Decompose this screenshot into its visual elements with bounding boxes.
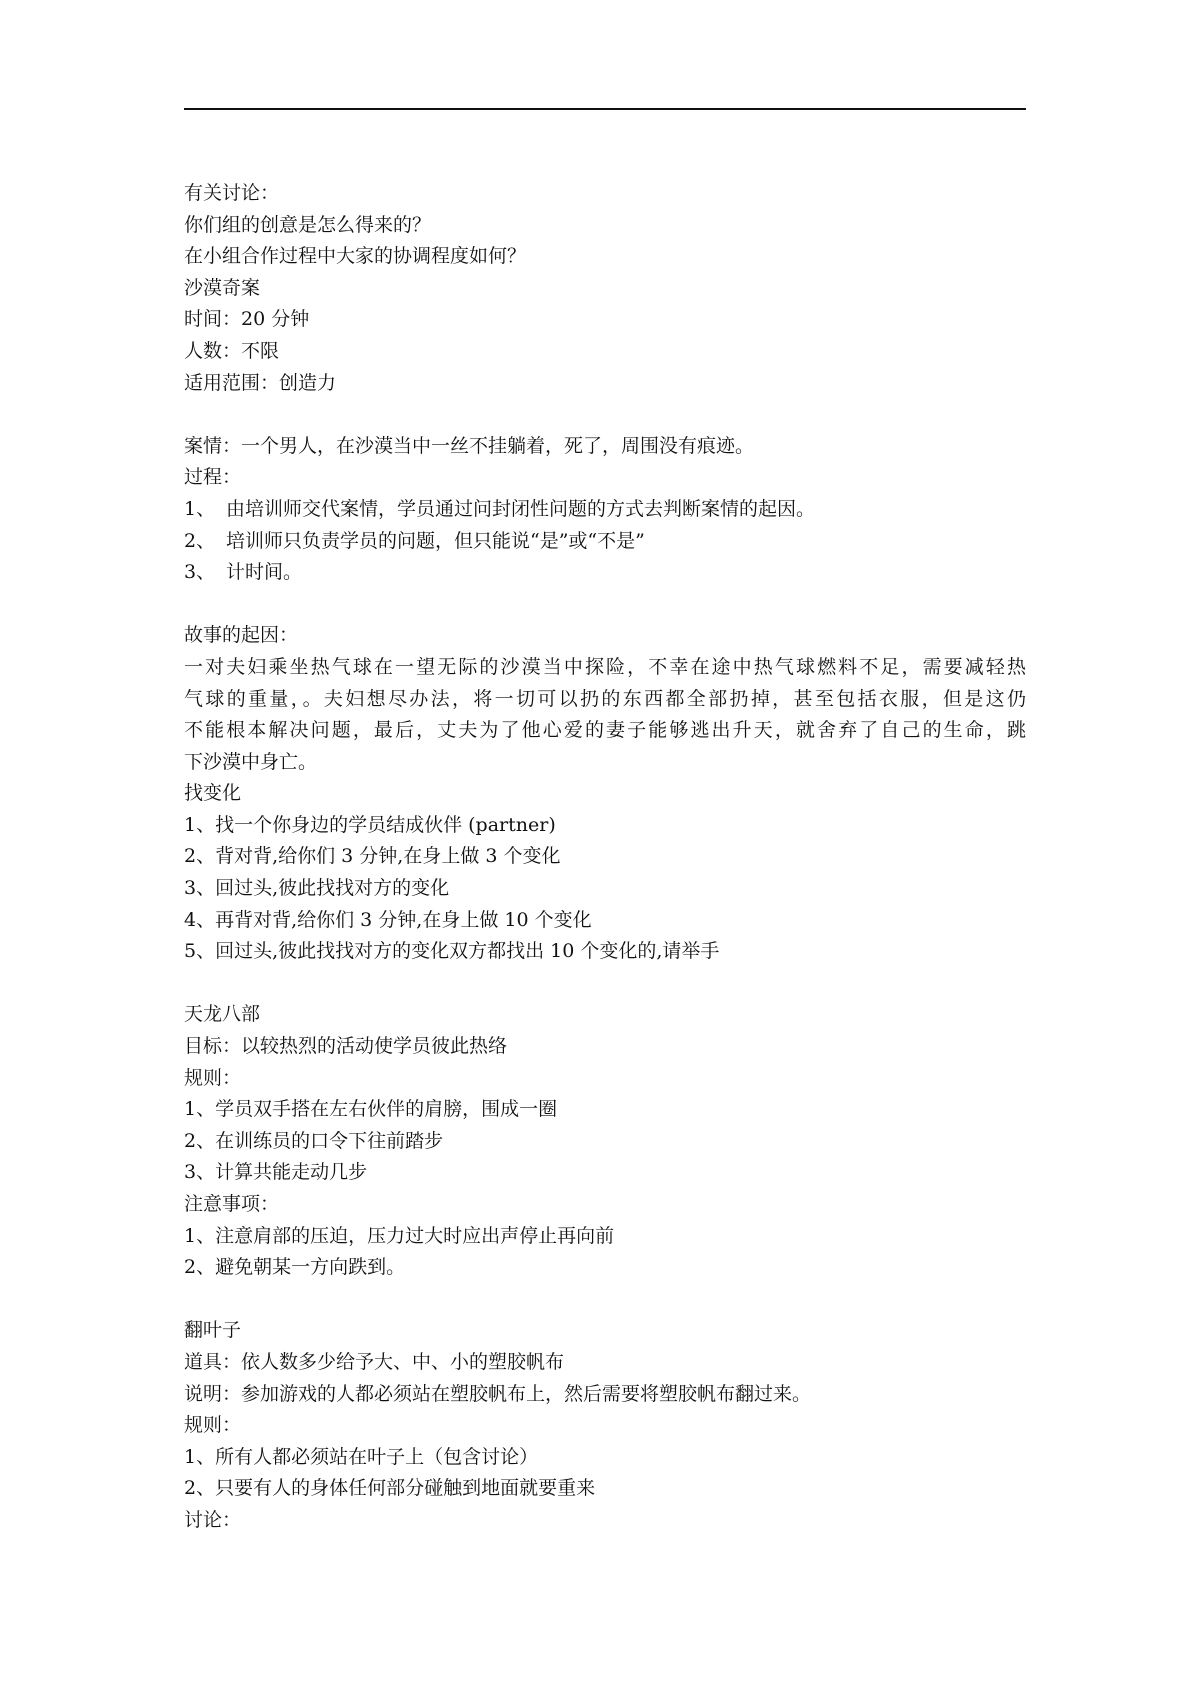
section-title-find-changes: 找变化 — [184, 782, 242, 805]
info-people: 人数：不限 — [184, 339, 280, 362]
paragraph-line: 一对夫妇乘坐热气球在一望无际的沙漠当中探险，不幸在途中热气球燃料不足，需要减轻热 — [184, 655, 1026, 678]
list-item: 3、计算共能走动几步 — [184, 1161, 368, 1184]
list-item: 4、再背对背,给你们 3 分钟,在身上做 10 个变化 — [184, 908, 592, 931]
paragraph-line: 气球的重量，。夫妇想尽办法，将一切可以扔的东西都全部扔掉，甚至包括衣服，但是这仍 — [184, 687, 1026, 710]
paragraph-line: 下沙漠中身亡。 — [184, 750, 318, 773]
story-heading: 故事的起因： — [184, 624, 299, 647]
list-item: 3、回过头,彼此找找对方的变化 — [184, 877, 450, 900]
discussion-heading: 讨论： — [184, 1508, 242, 1531]
blank-line — [184, 399, 1026, 431]
blank-line — [184, 968, 1026, 1000]
props-text: 道具：依人数多少给予大、中、小的塑胶帆布 — [184, 1350, 565, 1373]
list-item: 2、只要有人的身体任何部分碰触到地面就要重来 — [184, 1477, 596, 1500]
list-item: 1、注意肩部的压迫，压力过大时应出声停止再向前 — [184, 1224, 615, 1247]
notes-heading: 注意事项： — [184, 1193, 280, 1215]
blank-line — [184, 589, 1026, 621]
section-title-tianlong: 天龙八部 — [184, 1003, 261, 1026]
list-item-number: 3、 — [184, 561, 216, 584]
list-item: 1、学员双手搭在左右伙伴的肩膀，围成一圈 — [184, 1098, 558, 1121]
section-title-desert-case: 沙漠奇案 — [184, 276, 261, 299]
discussion-question: 你们组的创意是怎么得来的？ — [184, 213, 432, 236]
discussion-question: 在小组合作过程中大家的协调程度如何？ — [184, 245, 527, 268]
rules-heading: 规则： — [184, 1066, 242, 1089]
rules-heading: 规则： — [184, 1414, 242, 1437]
list-item-text: 计时间。 — [226, 561, 303, 584]
case-description: 案情：一个男人，在沙漠当中一丝不挂躺着，死了，周围没有痕迹。 — [184, 434, 755, 457]
list-item: 2、背对背,给你们 3 分钟,在身上做 3 个变化 — [184, 845, 561, 868]
list-item: 2、在训练员的口令下往前踏步 — [184, 1129, 444, 1152]
description-text: 说明：参加游戏的人都必须站在塑胶帆布上，然后需要将塑胶帆布翻过来。 — [184, 1382, 812, 1405]
story-paragraph — [184, 652, 1026, 778]
list-item — [184, 494, 1026, 526]
discussion-heading: 有关讨论： — [184, 182, 280, 204]
list-item: 2、避免朝某一方向跌到。 — [184, 1256, 406, 1279]
blank-line — [184, 1284, 1026, 1316]
goal-text: 目标：以较热烈的活动使学员彼此热络 — [184, 1035, 508, 1058]
list-item: 5、回过头,彼此找找对方的变化双方都找出 10 个变化的,请举手 — [184, 940, 720, 963]
header-rule — [184, 108, 1026, 110]
info-time: 时间：20 分钟 — [184, 308, 310, 331]
list-item — [184, 526, 1026, 558]
list-item: 1、找一个你身边的学员结成伙伴 (partner) — [184, 813, 556, 836]
list-item-number: 1、 — [184, 497, 216, 520]
section-title-flip-leaf: 翻叶子 — [184, 1319, 242, 1342]
list-item — [184, 557, 1026, 589]
list-item-number: 2、 — [184, 529, 216, 552]
document-body — [184, 178, 1026, 1537]
process-heading: 过程： — [184, 466, 242, 489]
list-item: 1、所有人都必须站在叶子上（包含讨论） — [184, 1445, 539, 1468]
info-scope: 适用范围：创造力 — [184, 371, 337, 394]
list-item-text: 由培训师交代案情，学员通过问封闭性问题的方式去判断案情的起因。 — [226, 497, 816, 520]
list-item-text: 培训师只负责学员的问题，但只能说“是”或“不是” — [226, 529, 645, 552]
paragraph-line: 不能根本解决问题，最后，丈夫为了他心爱的妻子能够逃出升天，就舍弃了自己的生命，跳 — [184, 719, 1026, 742]
